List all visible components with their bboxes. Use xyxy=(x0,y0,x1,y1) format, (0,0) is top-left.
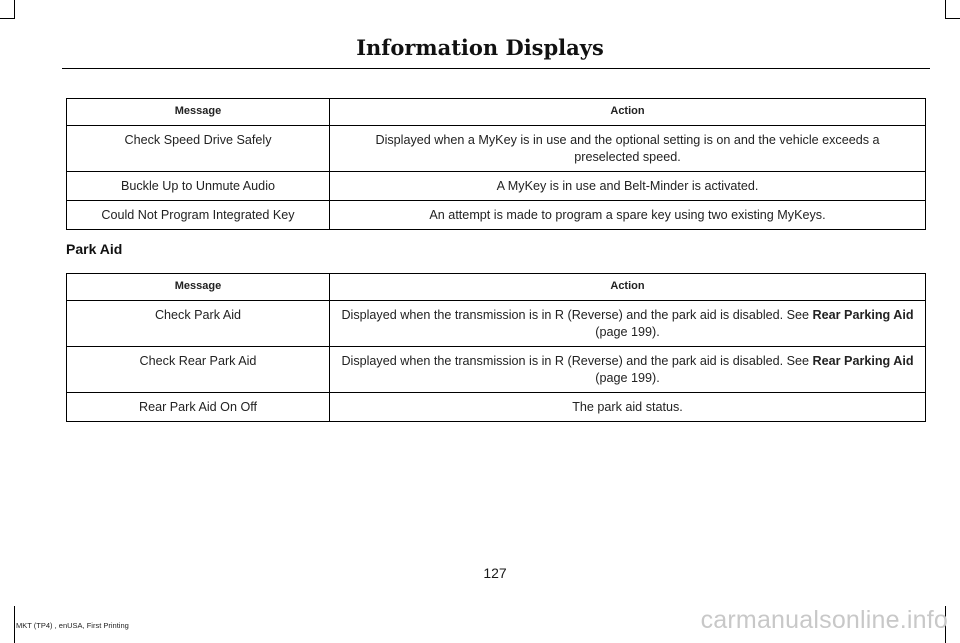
crop-mark-top-right-v xyxy=(945,0,946,18)
table-row xyxy=(67,126,926,172)
action-text: Displayed when the transmission is in R (Reverse) and the park aid is disabled. See xyxy=(341,308,813,322)
page-number: 127 xyxy=(483,565,507,581)
edition-footer: MKT (TP4) , enUSA, First Printing xyxy=(16,621,129,630)
table-header-row xyxy=(67,99,926,126)
page-reference: (page 199). xyxy=(595,371,660,385)
table-row xyxy=(67,201,926,230)
message-cell: Check Park Aid xyxy=(67,301,330,347)
action-cell xyxy=(330,301,926,347)
crop-mark-bottom-left-v xyxy=(14,606,15,643)
column-header-action: Action xyxy=(330,274,926,301)
message-cell: Could Not Program Integrated Key xyxy=(67,201,330,230)
action-cell: An attempt is made to program a spare key using two existing MyKeys. xyxy=(330,201,926,230)
watermark: carmanualsonline.info xyxy=(700,606,948,634)
column-header-action: Action xyxy=(330,99,926,126)
column-header-message: Message xyxy=(67,274,330,301)
park-aid-messages-table xyxy=(66,273,926,422)
message-cell: Rear Park Aid On Off xyxy=(67,393,330,422)
cross-reference-link[interactable]: Rear Parking Aid xyxy=(812,354,914,368)
action-cell: Displayed when a MyKey is in use and the optional setting is on and the vehicle exceeds a preselected speed. xyxy=(330,126,926,172)
mykey-messages-table xyxy=(66,98,926,230)
section-heading: Park Aid xyxy=(66,241,123,257)
page-title: Information Displays xyxy=(356,35,604,60)
page-reference: (page 199). xyxy=(595,325,660,339)
action-cell: A MyKey is in use and Belt-Minder is activated. xyxy=(330,172,926,201)
action-cell: The park aid status. xyxy=(330,393,926,422)
crop-mark-top-right-h xyxy=(945,18,960,19)
header-rule xyxy=(62,68,930,69)
message-cell: Buckle Up to Unmute Audio xyxy=(67,172,330,201)
table-row xyxy=(67,347,926,393)
table-row xyxy=(67,393,926,422)
crop-mark-top-left-v xyxy=(14,0,15,18)
action-cell xyxy=(330,347,926,393)
table-row xyxy=(67,301,926,347)
table-header-row xyxy=(67,274,926,301)
message-cell: Check Rear Park Aid xyxy=(67,347,330,393)
message-cell: Check Speed Drive Safely xyxy=(67,126,330,172)
action-text: Displayed when the transmission is in R (Reverse) and the park aid is disabled. See xyxy=(341,354,813,368)
crop-mark-top-left-h xyxy=(0,18,15,19)
cross-reference-link[interactable]: Rear Parking Aid xyxy=(812,308,914,322)
column-header-message: Message xyxy=(67,99,330,126)
table-row xyxy=(67,172,926,201)
